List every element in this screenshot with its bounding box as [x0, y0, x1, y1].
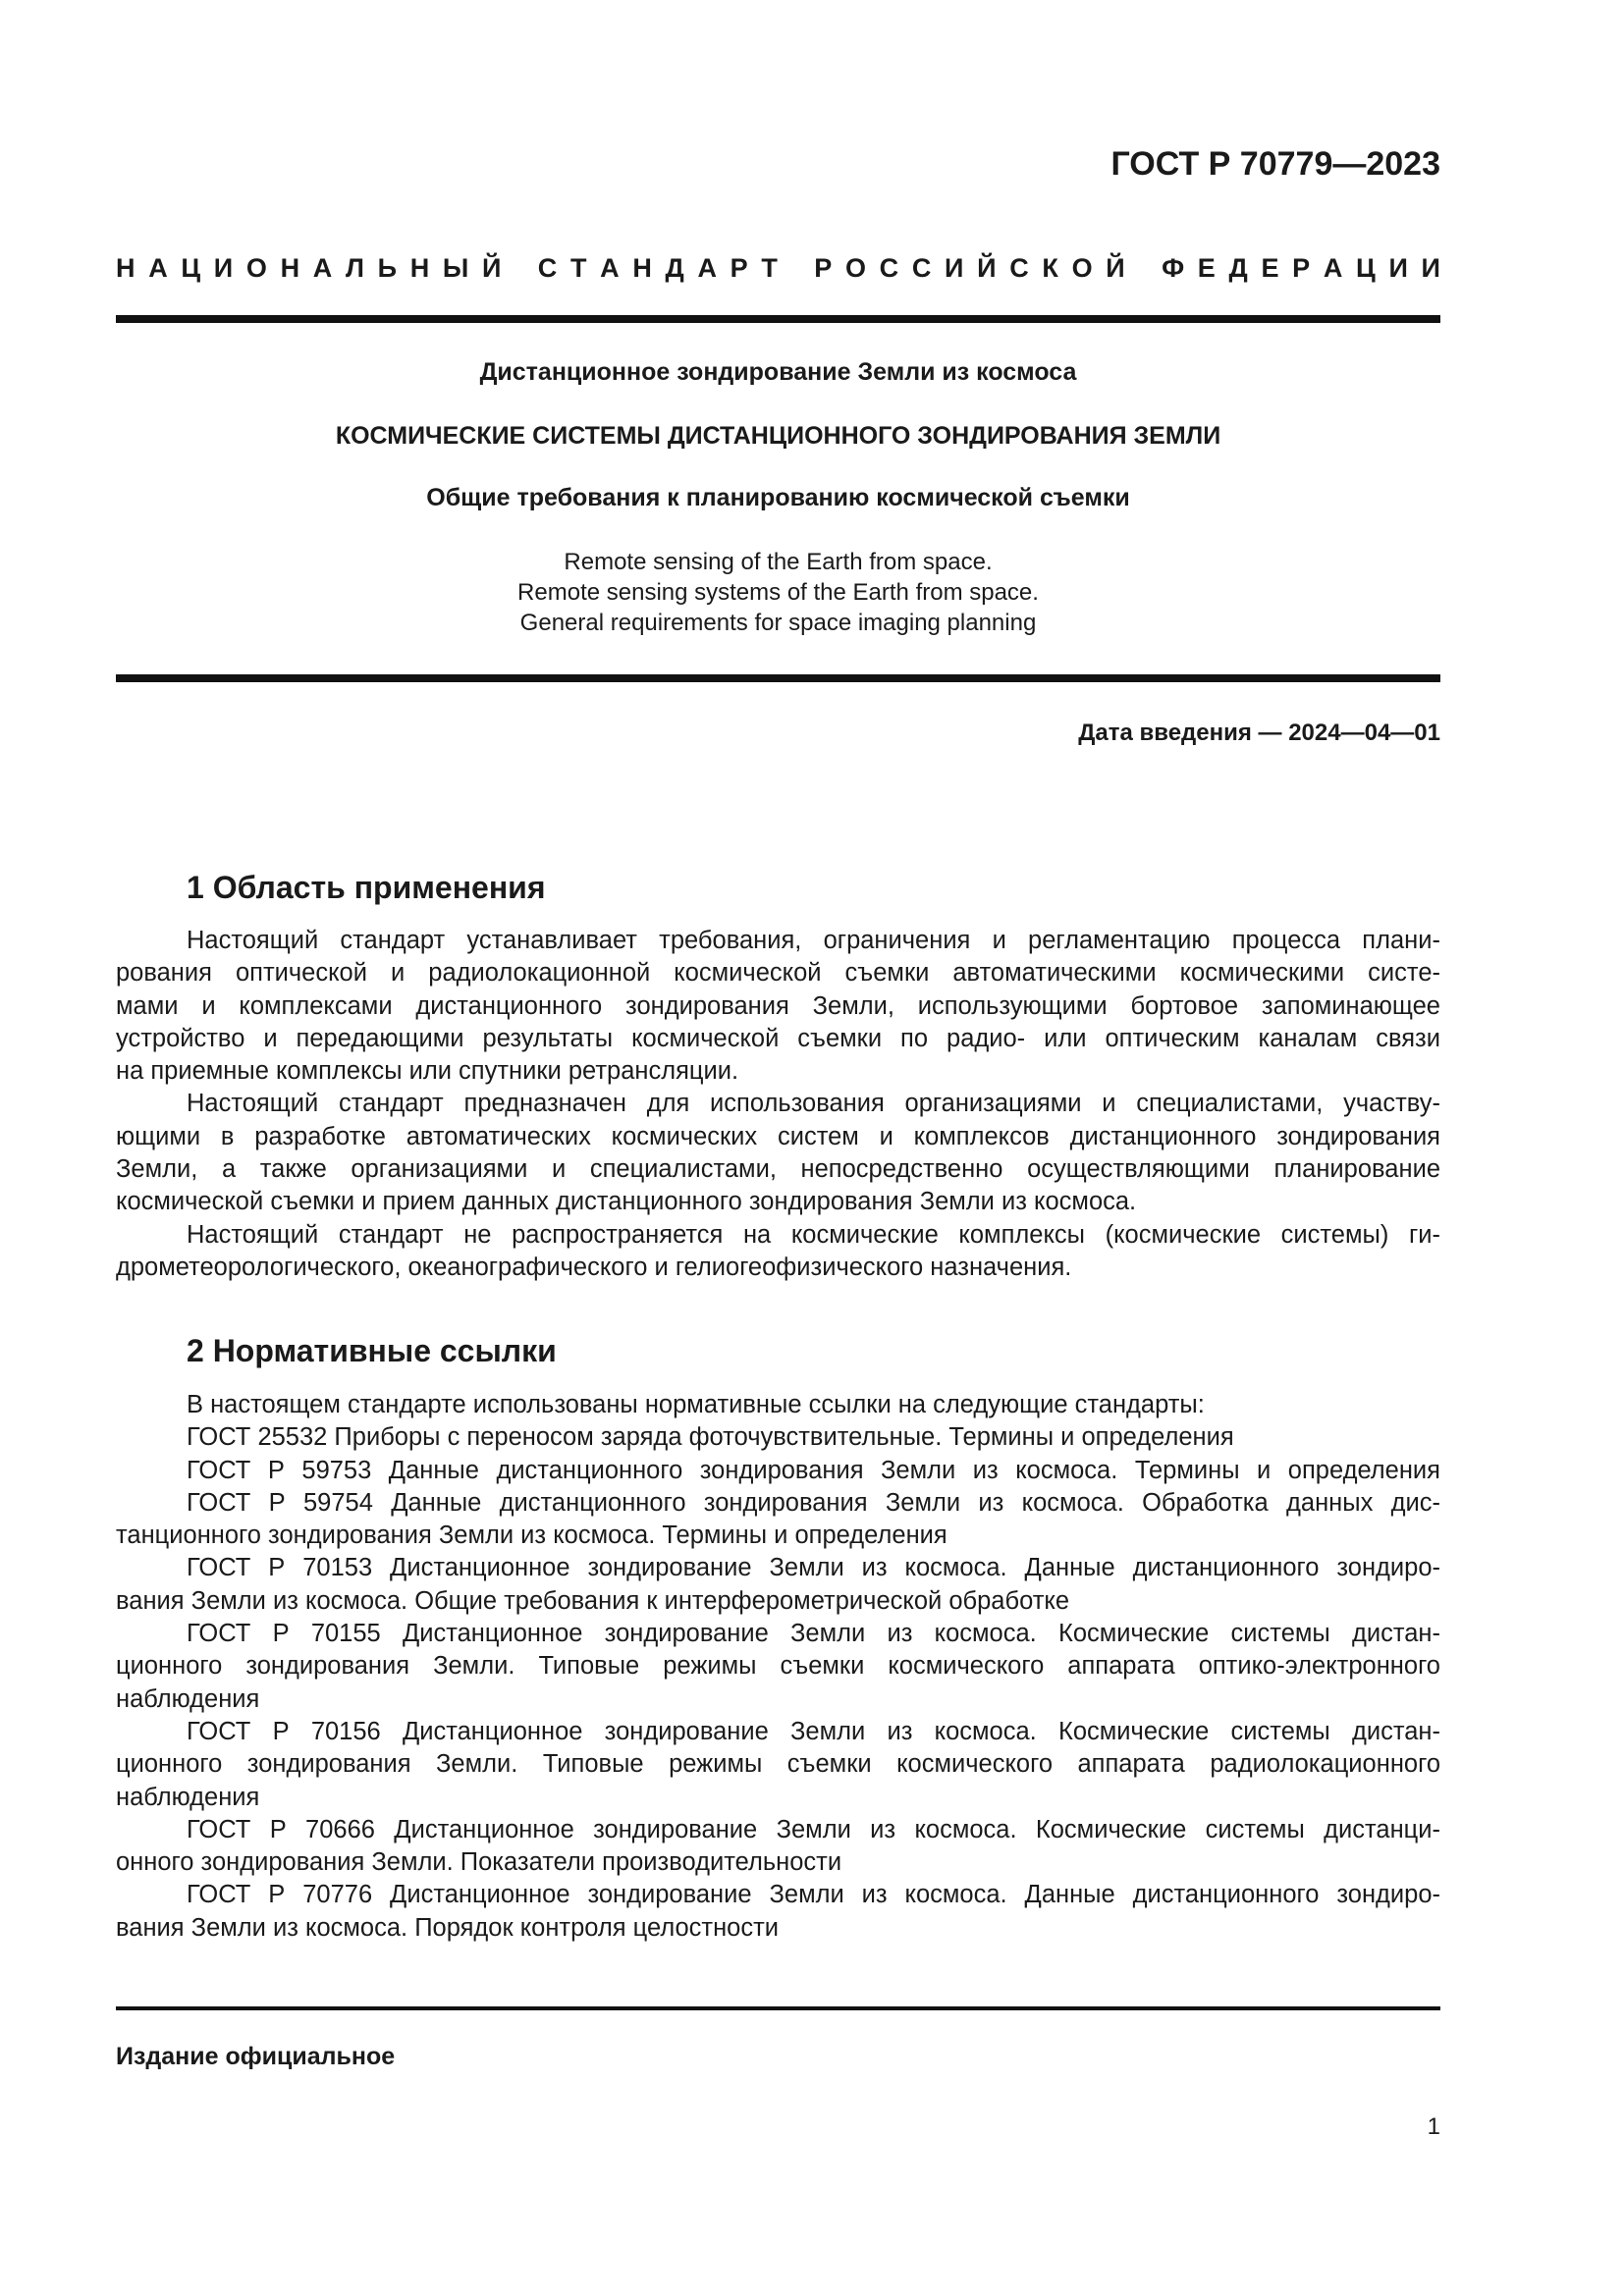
paragraph-line: В настоящем стандарте использованы нормативные ссылки на следующие стандарты:	[187, 1391, 1205, 1418]
paragraph-line: рования оптической и радиолокационной космической съемки автоматическими космическими систе-	[116, 959, 1440, 988]
paragraph-line: устройство и передающими результаты космической съемки по радио- или оптическим каналам связи	[116, 1024, 1440, 1052]
banner-letter: Н	[632, 253, 652, 283]
reference-line: вания Земли из космоса. Общие требования к интерферометрической обработке	[116, 1586, 1070, 1615]
page-number: 1	[1427, 2113, 1440, 2140]
banner-letter: А	[148, 253, 168, 283]
paragraph-line: на приемные комплексы или спутники ретрансляции.	[116, 1057, 739, 1086]
section-1-body	[116, 925, 1440, 1284]
section-2-body	[116, 1389, 1440, 1945]
banner-letter: Ф	[1162, 253, 1185, 283]
banner-letter: О	[1071, 253, 1093, 283]
paragraph-line: ющими в разработке автоматических космических систем и комплексов дистанционного зондирования	[116, 1122, 1440, 1150]
reference-line: вания Земли из космоса. Порядок контроля целостности	[116, 1913, 780, 1942]
title-line-1: Дистанционное зондирование Земли из космоса	[479, 358, 1077, 386]
banner-letter: А	[697, 253, 717, 283]
banner-letter: Р	[1292, 253, 1311, 283]
section-2-heading: 2 Нормативные ссылки	[187, 1333, 557, 1368]
paragraph-line: космической съемки и прием данных дистанционного зондирования Земли из космоса.	[116, 1188, 1137, 1216]
top-rule	[116, 315, 1440, 323]
banner-letter	[1138, 253, 1148, 284]
banner-letter: О	[844, 253, 866, 283]
banner-letter: О	[245, 253, 267, 283]
banner-letter: И	[1388, 253, 1408, 283]
english-title-line: Remote sensing systems of the Earth from space.	[517, 579, 1039, 606]
title-line-2: КОСМИЧЕСКИЕ СИСТЕМЫ ДИСТАНЦИОННОГО ЗОНДИРОВАНИЯ ЗЕМЛИ	[335, 422, 1221, 450]
banner-letter: Й	[482, 253, 502, 283]
reference-line: ГОСТ Р 70776 Дистанционное зондирование Земли из космоса. Данные дистанционного зондиро-	[187, 1881, 1440, 1909]
paragraph-line: Настоящий стандарт устанавливает требования, ограничения и регламентацию процесса плани-	[187, 927, 1440, 954]
reference-line: ГОСТ Р 70153 Дистанционное зондирование Земли из космоса. Данные дистанционного зондиро-	[187, 1554, 1440, 1582]
reference-line: ГОСТ Р 59753 Данные дистанционного зондирования Земли из космоса. Термины и определения	[187, 1456, 1440, 1484]
section-1-heading: 1 Область применения	[187, 870, 546, 905]
banner-letter: С	[1009, 253, 1029, 283]
national-standard-banner	[116, 253, 1440, 284]
banner-letter: Е	[1197, 253, 1216, 283]
banner-letter: Ь	[377, 253, 398, 283]
english-title-line: General requirements for space imaging planning	[519, 610, 1037, 636]
banner-letter: Й	[977, 253, 997, 283]
banner-letter: С	[537, 253, 558, 283]
reference-line: онного зондирования Земли. Показатели производительности	[116, 1848, 842, 1877]
banner-letter: И	[213, 253, 234, 283]
banner-letter: Т	[569, 253, 587, 283]
reference-line: ГОСТ Р 59754 Данные дистанционного зондирования Земли из космоса. Обработка данных дис-	[187, 1488, 1440, 1517]
reference-line: ГОСТ Р 70155 Дистанционное зондирование Земли из космоса. Космические системы дистан-	[187, 1620, 1440, 1648]
reference-line: ГОСТ Р 70156 Дистанционное зондирование Земли из космоса. Космические системы дистан-	[187, 1717, 1440, 1745]
banner-letter: Д	[665, 253, 684, 283]
banner-letter: Н	[116, 253, 135, 283]
paragraph-line: мами и комплексами дистанционного зондирования Земли, использующими бортовое запоминающее	[116, 991, 1440, 1020]
banner-letter: Ц	[1356, 253, 1376, 283]
english-title-line: Remote sensing of the Earth from space.	[564, 549, 993, 575]
banner-letter: А	[312, 253, 333, 283]
banner-letter: И	[1421, 253, 1440, 283]
english-title	[116, 547, 1440, 638]
banner-letter: К	[1042, 253, 1058, 283]
banner-letter: Й	[1106, 253, 1125, 283]
title-line-3: Общие требования к планированию космической съемки	[426, 484, 1130, 511]
banner-letter: И	[945, 253, 964, 283]
reference-line: ГОСТ Р 70666 Дистанционное зондирование Земли из космоса. Космические системы дистанци-	[187, 1815, 1440, 1843]
banner-letter: А	[600, 253, 620, 283]
reference-line: ционного зондирования Земли. Типовые режимы съемки космического аппарата радиолокационного	[116, 1750, 1440, 1779]
paragraph-line: Земли, а также организациями и специалистами, непосредственно осуществляющими планирование	[116, 1155, 1440, 1184]
banner-letter: Д	[1228, 253, 1248, 283]
reference-line: танционного зондирования Земли из космоса. Термины и определения	[116, 1522, 947, 1550]
reference-line: ционного зондирования Земли. Типовые режимы съемки космического аппарата оптико-электронного	[116, 1652, 1440, 1681]
banner-letter: Л	[345, 253, 364, 283]
banner-letter: Е	[1261, 253, 1279, 283]
reference-line: ГОСТ 25532 Приборы с переносом заряда фоточувствительные. Термины и определения	[187, 1423, 1234, 1452]
banner-letter	[791, 253, 801, 284]
banner-letter: Ц	[181, 253, 201, 283]
introduction-date: Дата введения — 2024—04—01	[1078, 720, 1440, 746]
paragraph-line: Настоящий стандарт предназначен для использования организациями и специалистами, участву-	[187, 1090, 1440, 1118]
banner-letter: Н	[280, 253, 300, 283]
reference-line: наблюдения	[116, 1783, 260, 1811]
reference-line: наблюдения	[116, 1684, 260, 1713]
banner-letter: Р	[730, 253, 748, 283]
official-edition-label: Издание официальное	[116, 2043, 396, 2070]
banner-letter: С	[879, 253, 899, 283]
standard-number: ГОСТ Р 70779—2023	[1110, 145, 1440, 183]
title-bottom-rule	[116, 674, 1440, 682]
banner-letter: А	[1323, 253, 1343, 283]
banner-letter	[514, 253, 524, 284]
paragraph-line: дрометеорологического, океанографического и гелиогеофизического назначения.	[116, 1253, 1072, 1281]
banner-letter: С	[911, 253, 932, 283]
paragraph-line: Настоящий стандарт не распространяется на космические комплексы (космические системы) ги-	[187, 1220, 1440, 1249]
banner-letter: Ы	[442, 253, 469, 283]
banner-letter: Т	[761, 253, 778, 283]
footer-rule	[116, 2006, 1440, 2010]
banner-letter: Н	[409, 253, 430, 283]
banner-letter: Р	[814, 253, 833, 283]
